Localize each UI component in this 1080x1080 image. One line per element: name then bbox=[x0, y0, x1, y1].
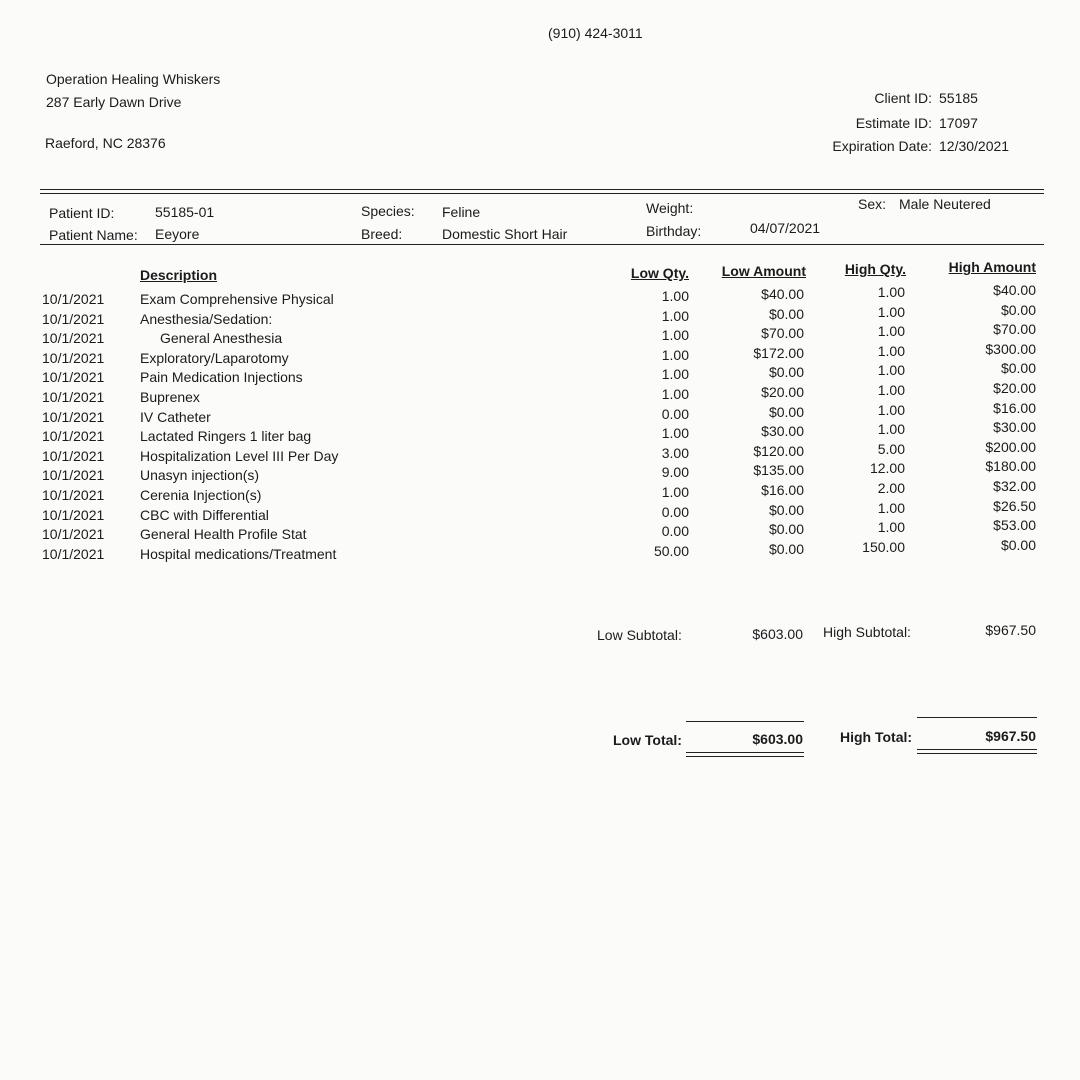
item-description: General Anesthesia bbox=[160, 330, 283, 347]
estimate-id-value: 17097 bbox=[939, 115, 978, 131]
item-low-qty: 3.00 bbox=[661, 444, 689, 461]
item-low-amount: $70.00 bbox=[761, 325, 804, 342]
table-row bbox=[0, 321, 1080, 350]
column-header-description: Description bbox=[140, 267, 218, 283]
table-row bbox=[0, 438, 1080, 468]
column-header-low-amount: Low Amount bbox=[721, 263, 806, 279]
patient-bottom-rule bbox=[40, 244, 1044, 245]
item-high-qty: 1.00 bbox=[877, 519, 905, 536]
high-subtotal-value: $967.50 bbox=[985, 622, 1036, 638]
item-low-amount: $120.00 bbox=[753, 442, 804, 459]
item-date: 10/1/2021 bbox=[42, 545, 105, 562]
item-low-qty: 1.00 bbox=[661, 327, 689, 344]
sex-value: Male Neutered bbox=[899, 196, 991, 212]
item-high-qty: 12.00 bbox=[869, 460, 905, 477]
item-high-qty: 1.00 bbox=[877, 342, 905, 359]
item-low-amount: $172.00 bbox=[753, 344, 804, 361]
clinic-phone: (910) 424-3011 bbox=[548, 25, 643, 41]
breed-label: Breed: bbox=[361, 226, 403, 242]
item-description: Hospital medications/Treatment bbox=[140, 545, 337, 562]
birthday-label: Birthday: bbox=[646, 223, 702, 239]
birthday-value: 04/07/2021 bbox=[750, 220, 821, 236]
item-high-qty: 5.00 bbox=[877, 440, 905, 457]
high-subtotal-label: High Subtotal: bbox=[823, 624, 911, 640]
item-date: 10/1/2021 bbox=[42, 408, 105, 425]
item-low-amount: $135.00 bbox=[753, 462, 804, 479]
item-description: Pain Medication Injections bbox=[140, 369, 303, 386]
high-total-top-rule bbox=[917, 717, 1037, 718]
item-low-amount: $16.00 bbox=[761, 482, 804, 498]
low-total-bottom-rule-1 bbox=[686, 752, 804, 753]
column-header-low-qty: Low Qty. bbox=[630, 265, 689, 281]
table-row bbox=[0, 497, 1080, 527]
item-description: Unasyn injection(s) bbox=[140, 467, 260, 484]
item-date: 10/1/2021 bbox=[42, 291, 105, 307]
breed-value: Domestic Short Hair bbox=[442, 226, 568, 242]
table-row bbox=[0, 380, 1080, 409]
item-low-qty: 1.00 bbox=[661, 366, 689, 383]
patient-top-rule-1 bbox=[40, 189, 1044, 190]
item-high-qty: 1.00 bbox=[877, 284, 905, 300]
item-description: Anesthesia/Sedation: bbox=[140, 310, 273, 327]
species-value: Feline bbox=[442, 204, 481, 220]
clinic-name: Operation Healing Whiskers bbox=[46, 71, 221, 87]
item-high-amount: $180.00 bbox=[985, 458, 1036, 475]
item-high-qty: 1.00 bbox=[877, 362, 905, 379]
table-row bbox=[0, 301, 1080, 331]
patient-id-label: Patient ID: bbox=[49, 205, 115, 221]
estimate-id-label: Estimate ID: bbox=[855, 115, 932, 131]
item-high-qty: 1.00 bbox=[877, 421, 905, 438]
item-low-amount: $0.00 bbox=[768, 501, 804, 518]
item-description: General Health Profile Stat bbox=[140, 526, 307, 543]
item-low-amount: $0.00 bbox=[768, 403, 804, 420]
item-low-qty: 1.00 bbox=[661, 386, 689, 402]
item-high-qty: 1.00 bbox=[877, 382, 905, 398]
item-low-qty: 1.00 bbox=[661, 307, 689, 324]
client-id-value: 55185 bbox=[939, 90, 978, 106]
item-low-qty: 0.00 bbox=[661, 405, 689, 422]
item-high-qty: 1.00 bbox=[877, 303, 905, 320]
item-high-amount: $70.00 bbox=[993, 321, 1036, 338]
item-low-amount: $40.00 bbox=[761, 286, 804, 302]
low-subtotal-value: $603.00 bbox=[752, 626, 803, 642]
high-total-label: High Total: bbox=[840, 729, 913, 745]
item-low-amount: $30.00 bbox=[761, 423, 804, 440]
patient-name-value: Eeyore bbox=[155, 226, 200, 242]
item-date: 10/1/2021 bbox=[42, 310, 105, 327]
expiration-date-label: Expiration Date: bbox=[832, 138, 932, 154]
item-description: Exam Comprehensive Physical bbox=[140, 291, 334, 307]
item-low-qty: 1.00 bbox=[661, 425, 689, 442]
table-row bbox=[0, 536, 1080, 566]
item-high-amount: $300.00 bbox=[985, 340, 1036, 357]
item-description: Lactated Ringers 1 liter bag bbox=[140, 428, 312, 445]
item-high-amount: $26.50 bbox=[993, 497, 1036, 514]
item-high-qty: 2.00 bbox=[877, 480, 905, 496]
item-date: 10/1/2021 bbox=[42, 369, 105, 386]
expiration-date-value: 12/30/2021 bbox=[939, 138, 1010, 154]
item-low-qty: 0.00 bbox=[661, 503, 689, 520]
high-total-bottom-rule-2 bbox=[917, 753, 1037, 754]
item-high-amount: $20.00 bbox=[993, 380, 1036, 396]
item-date: 10/1/2021 bbox=[42, 447, 105, 464]
table-row bbox=[0, 399, 1080, 429]
item-date: 10/1/2021 bbox=[42, 506, 105, 523]
item-date: 10/1/2021 bbox=[42, 428, 105, 445]
item-high-amount: $200.00 bbox=[985, 438, 1036, 455]
table-row bbox=[0, 458, 1080, 487]
high-total-bottom-rule-1 bbox=[917, 749, 1037, 750]
item-high-amount: $0.00 bbox=[1000, 536, 1036, 553]
table-row bbox=[0, 360, 1080, 389]
low-total-bottom-rule-2 bbox=[686, 756, 804, 757]
table-row bbox=[0, 478, 1080, 507]
item-low-qty: 1.00 bbox=[661, 484, 689, 500]
item-low-qty: 9.00 bbox=[661, 464, 689, 481]
high-total-value: $967.50 bbox=[985, 728, 1036, 744]
patient-name-label: Patient Name: bbox=[49, 227, 138, 243]
item-high-amount: $0.00 bbox=[1000, 301, 1036, 318]
item-date: 10/1/2021 bbox=[42, 389, 105, 405]
item-low-amount: $0.00 bbox=[768, 540, 804, 557]
column-header-high-amount: High Amount bbox=[948, 259, 1036, 275]
table-row bbox=[0, 282, 1080, 311]
column-header-high-qty: High Qty. bbox=[844, 261, 906, 277]
clinic-address-line2: Raeford, NC 28376 bbox=[45, 135, 166, 151]
item-high-qty: 1.00 bbox=[877, 323, 905, 340]
patient-id-value: 55185-01 bbox=[155, 204, 215, 220]
item-description: Exploratory/Laparotomy bbox=[140, 349, 289, 366]
sex-label: Sex: bbox=[858, 196, 887, 212]
item-low-amount: $20.00 bbox=[761, 384, 804, 400]
low-total-label: Low Total: bbox=[613, 732, 682, 748]
item-description: CBC with Differential bbox=[140, 506, 269, 523]
item-high-amount: $16.00 bbox=[993, 399, 1036, 416]
item-description: Cerenia Injection(s) bbox=[140, 487, 262, 503]
table-row bbox=[0, 340, 1080, 370]
patient-top-rule-2 bbox=[40, 193, 1044, 194]
item-high-qty: 150.00 bbox=[862, 538, 905, 555]
low-total-top-rule bbox=[686, 721, 804, 722]
table-row bbox=[0, 419, 1080, 448]
item-low-amount: $0.00 bbox=[768, 364, 804, 381]
item-low-qty: 0.00 bbox=[661, 523, 689, 540]
item-date: 10/1/2021 bbox=[42, 526, 105, 543]
item-date: 10/1/2021 bbox=[42, 330, 105, 347]
item-high-qty: 1.00 bbox=[877, 499, 905, 516]
low-total-value: $603.00 bbox=[752, 731, 803, 747]
item-date: 10/1/2021 bbox=[42, 467, 105, 484]
item-high-qty: 1.00 bbox=[877, 401, 905, 418]
item-low-qty: 1.00 bbox=[661, 346, 689, 363]
item-date: 10/1/2021 bbox=[42, 349, 105, 366]
item-high-amount: $40.00 bbox=[993, 282, 1036, 298]
table-row bbox=[0, 517, 1080, 546]
item-description: Buprenex bbox=[140, 389, 200, 405]
item-low-qty: 1.00 bbox=[661, 288, 689, 304]
item-high-amount: $53.00 bbox=[993, 517, 1036, 534]
item-high-amount: $32.00 bbox=[993, 478, 1036, 494]
item-low-amount: $0.00 bbox=[768, 521, 804, 538]
item-low-qty: 50.00 bbox=[653, 542, 689, 559]
item-date: 10/1/2021 bbox=[42, 487, 105, 503]
item-low-amount: $0.00 bbox=[768, 305, 804, 322]
item-high-amount: $0.00 bbox=[1000, 360, 1036, 377]
clinic-address-line1: 287 Early Dawn Drive bbox=[46, 94, 182, 110]
low-subtotal-label: Low Subtotal: bbox=[597, 627, 682, 643]
species-label: Species: bbox=[361, 203, 415, 219]
item-description: IV Catheter bbox=[140, 408, 211, 425]
item-high-amount: $30.00 bbox=[993, 419, 1036, 436]
weight-label: Weight: bbox=[646, 200, 694, 216]
client-id-label: Client ID: bbox=[874, 90, 932, 106]
item-description: Hospitalization Level III Per Day bbox=[140, 447, 339, 464]
